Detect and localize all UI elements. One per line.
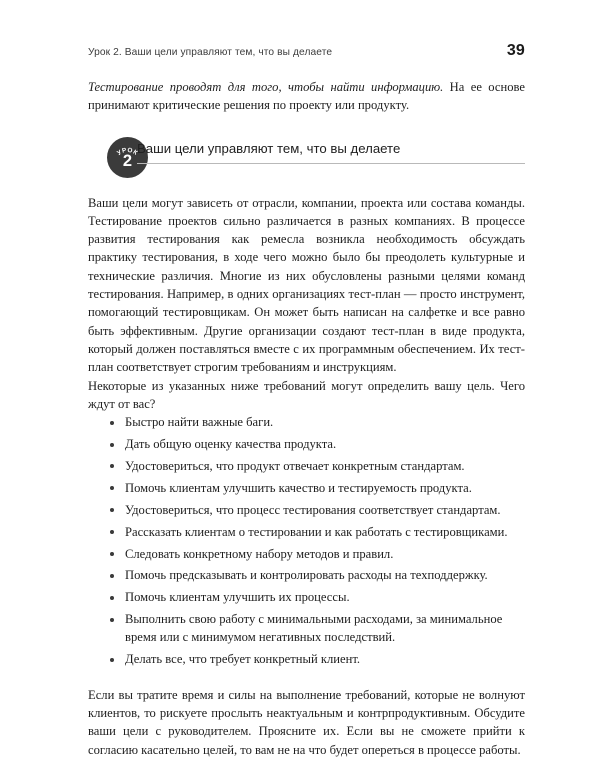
bullet-dot-icon [110,618,114,622]
bullet-dot-icon [110,658,114,662]
intro-rest-sentence: На ее основе принимают критические решения по проекту или продукту. [88,80,525,113]
list-item [88,566,525,584]
intro-italic-sentence: Тестирование проводят для того, чтобы найти информацию. [88,80,444,94]
list-item [88,479,525,497]
intro-paragraph [88,78,525,115]
bullet-dot-icon [110,443,114,447]
lesson-heading [88,136,525,182]
page-number: 39 [506,42,525,59]
lead-in-paragraph: Некоторые из указанных ниже требований могут определить вашу цель. Чего ждут от вас? [88,378,525,411]
lesson-badge-word: УРОК [115,146,140,157]
bullet-dot-icon [110,552,114,556]
closing-paragraph: Если вы тратите время и силы на выполнение требований, которые не волнуют клиентов, то рискуете прослыть неактуальным и контрпродуктивным. Обсудите ваши цели с руководителем. Проясните их. Если вы не сможете прийти к согласию касательно целей, то вам не на что будет опереться в процессе работы. [88,687,525,757]
list-item [88,435,525,453]
running-head [88,42,525,60]
list-item-label: Следовать конкретному набору методов и правил. [125,546,394,561]
intro-paragraph-block [88,78,525,115]
list-item [88,650,525,668]
list-item-label: Удостовериться, что продукт отвечает конкретным стандартам. [125,458,465,473]
list-item [88,501,525,519]
bullet-dot-icon [110,421,114,425]
list-item [88,610,525,647]
bullet-dot-icon [110,574,114,578]
list-item [88,457,525,475]
bullet-dot-icon [110,486,114,490]
list-item-label: Помочь клиентам улучшить их процессы. [125,590,350,605]
list-item-label: Быстро найти важные баги. [125,415,274,430]
lesson-title-rule [137,163,525,164]
lesson-title-wrap [137,140,525,164]
goal-list [88,413,525,669]
bullet-dot-icon [110,508,114,512]
list-item [88,545,525,563]
list-item-label: Делать все, что требует конкретный клиент. [125,652,361,667]
list-item [88,413,525,431]
list-item-label: Помочь предсказывать и контролировать расходы на техподдержку. [125,568,488,583]
list-item-label: Дать общую оценку качества продукта. [125,437,337,452]
page-content [88,78,525,759]
list-item-label: Выполнить свою работу с минимальными расходами, за минимальное время или с минимумом негативных последствий. [125,612,503,645]
list-item-label: Рассказать клиентам о тестировании и как работать с тестировщиками. [125,524,508,539]
list-item [88,523,525,541]
bullet-dot-icon [110,464,114,468]
list-item-label: Помочь клиентам улучшить качество и тестируемость продукта. [125,480,472,495]
lesson-badge-number: 2 [122,151,133,170]
list-item-label: Удостовериться, что процесс тестирования соответствует стандартам. [125,502,501,517]
lesson-title: Ваши цели управляют тем, что вы делаете [137,140,401,156]
bullet-dot-icon [110,530,114,534]
running-head-title: Урок 2. Ваши цели управляют тем, что вы делаете [88,47,333,58]
list-item [88,588,525,606]
main-paragraph: Ваши цели могут зависеть от отрасли, компании, проекта или состава команды. Тестирование проектов сильно различается в разных компаниях. В процессе развития тестирования как ремесла возникла необходимость обсуждать практику тестирования, в ходе чего можно было бы преодолеть культурные и технические различия. Многие из них обусловлены разными целями команд тестирования. Например, в одних организациях тест-план — просто инструмент, помогающий тестировщикам. Он может быть написан на салфетке и все равно быть эффективным. Другие организации создают тест-план в виде продукта, который должен поставляться вместе с их программным обеспечением. Их тест-план соответствует строгим требованиям и инструкциям. [88,195,525,375]
bullet-dot-icon [110,596,114,600]
